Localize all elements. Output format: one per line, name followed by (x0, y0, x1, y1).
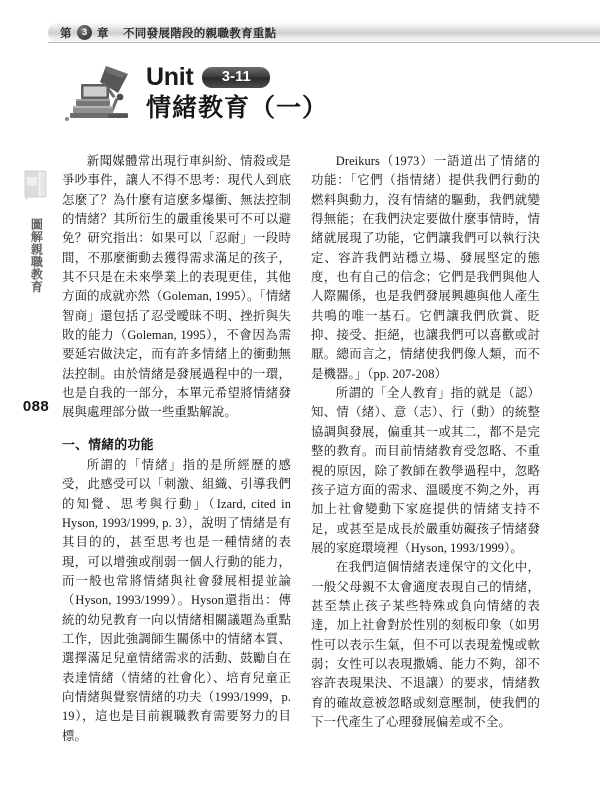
header-content (60, 22, 276, 43)
right-column (311, 152, 540, 746)
chapter-label-suffix: 章 (97, 27, 109, 40)
chapter-label-prefix: 第 (60, 27, 72, 40)
paragraph: 所謂的「全人教育」指的就是（認）知、情（緒）、意（志）、行（動）的統整協調與發展，偏重其一或其二，都不是完整的教育。而目前情緒教育受忽略、不重視的原因，除了教師在教學過程中，忽略孩子這方面的需求、溫暖度不夠之外，再加上社會變動下家庭提供的情緒支持不足，或甚至是成長於嚴重妨礙孩子情緒發展的家庭環境裡（Hyson, 1993/1999）。 (311, 386, 540, 555)
chapter-title: 不同發展階段的親職教育重點 (123, 27, 277, 40)
sidebar (14, 168, 58, 301)
unit-text-block (146, 64, 328, 126)
unit-number-badge: 3-11 (202, 67, 270, 88)
paragraph: 在我們這個情緒表達保守的文化中，一般父母親不太會適度表現自己的情緒，甚至禁止孩子某些特殊或負向情緒的表達，加上社會對於性別的刻板印象（如男性可以表示生氣，但不可以表現羞愧或軟弱；女性可以表現撒嬌、能力不夠，卻不容許表現果決、不退讓）的要求，情緒教育的確故意被忽略或刻意壓制，使我們的下一代產生了心理發展偏差或不全。 (311, 560, 540, 729)
unit-masthead (62, 58, 328, 126)
paragraph: Dreikurs（1973）一語道出了情緒的功能：「它們（指情緒）提供我們行動的燃料與動力，沒有情緒的驅動，我們就變得無能；在我們決定要做什麼事情時，情緒就展現了功能，它們讓我們可以執行決定、容許我們站穩立場、發展堅定的態度，也有自己的信念；它們是我們與他人人際關係，也是我們發展興趣與他人產生共鳴的唯一基石。它們讓我們欣賞、貶抑、接受、拒絕，也讓我們可以喜歡或討厭。總而言之，情緒使我們像人類，而不是機器。」（pp. 207-208） (311, 154, 540, 381)
sidebar-vertical-title: 圖解親職教育 (29, 217, 44, 293)
unit-heading-line (146, 64, 328, 90)
book-icon (21, 168, 51, 202)
section-heading: 一、情緒的功能 (62, 437, 154, 452)
unit-label: Unit (146, 62, 194, 91)
unit-title: 情緒教育（一） (146, 95, 329, 123)
desk-lamp-books-icon (62, 58, 136, 126)
page-number: 088 (22, 398, 50, 415)
left-column (62, 152, 291, 746)
chapter-number-badge: 3 (77, 25, 92, 40)
page-running-header (0, 22, 600, 44)
body-columns (62, 152, 540, 746)
paragraph: 新聞媒體常出現行車糾紛、情殺或是爭吵事件，讓人不得不思考：現代人到底怎麼了？為什麼有這麼多爆衝、無法控制的情緒？其所衍生的嚴重後果可不可以避免？研究指出：如果可以「忍耐」一段時間，不那麼衝動去獲得需求滿足的孩子，其不只是在未來學業上的表現更佳，其他方面的成就亦然（Goleman, 1995）。「情緒智商」還包括了忍受曖昧不明、挫折與失敗的能力（Goleman, 1995），不會因為需要延宕做決定，而有許多情緒上的衝動無法控制。由於情緒是發展過程中的一環，也是自我的一部分，本單元希望將情緒發展與處理部分做一些重點解說。 (62, 154, 291, 420)
paragraph: 所謂的「情緒」指的是所經歷的感受，此感受可以「刺激、組織、引導我們的知覺、思考與行動」（Izard, cited in Hyson, 1993/1999, p. 3），說明了情緒是有其目的的，甚至思考也是一種情緒的表現，可以增強或削弱一個人行動的能力，而一般也常將情緒與社會發展相提並論（Hyson, 1993/1999）。Hyson還指出：傳統的幼兒教育一向以情緒相關議題為重點工作，因此強調師生關係中的情緒本質、選擇滿足兒童情緒需求的活動、鼓勵自在表達情緒（情緒的社會化）、培育兒童正向情緒與覺察情緒的功夫（1993/1999，p. 19），這也是目前親職教育需要努力的目標。 (62, 458, 291, 743)
